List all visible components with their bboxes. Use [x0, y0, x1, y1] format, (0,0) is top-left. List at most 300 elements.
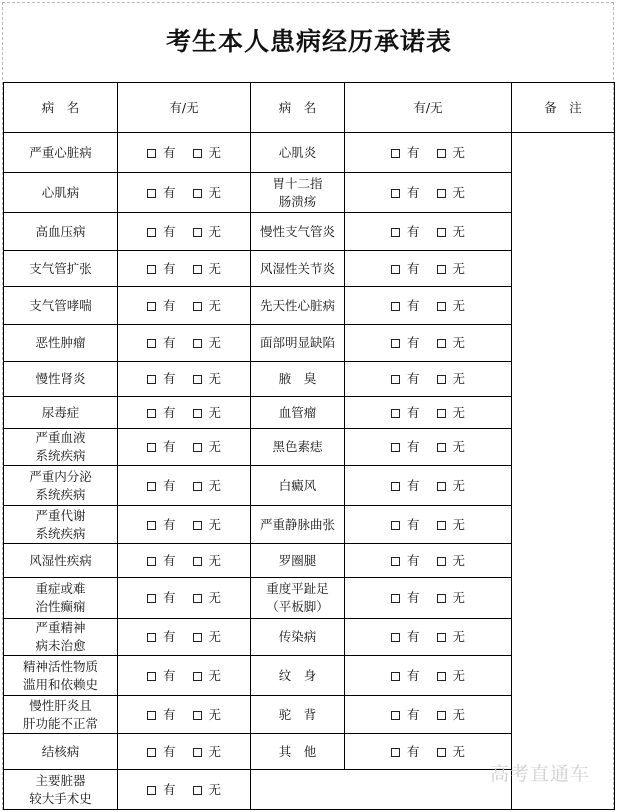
disease-name-line: 尿毒症	[41, 404, 80, 420]
yes-label: 有	[162, 477, 176, 493]
right-yes-no-cell	[345, 466, 512, 506]
no-checkbox[interactable]	[437, 265, 446, 274]
no-checkbox[interactable]	[437, 594, 446, 603]
disease-name-line: 纹 身	[278, 667, 317, 683]
yes-label: 有	[406, 477, 420, 493]
no-label: 无	[452, 371, 466, 386]
yes-label: 有	[162, 404, 176, 420]
empty-cell	[251, 770, 512, 810]
disease-name-line: 滥用和依赖史	[22, 676, 98, 692]
disease-name-line: 心肌炎	[278, 144, 317, 160]
left-yes-no-cell	[118, 362, 251, 397]
yes-checkbox[interactable]	[147, 786, 156, 795]
right-yes-no-cell	[345, 133, 512, 173]
no-label: 无	[452, 260, 466, 276]
no-checkbox[interactable]	[193, 149, 202, 158]
watermark: 高考直通车	[489, 763, 590, 785]
yes-no-options	[391, 371, 465, 386]
no-label: 无	[452, 144, 466, 160]
disease-name-line: 其 他	[278, 743, 317, 759]
yes-no-options	[147, 298, 221, 313]
left-disease-name	[4, 213, 118, 251]
no-checkbox[interactable]	[193, 594, 202, 603]
no-checkbox[interactable]	[193, 711, 202, 720]
yes-label: 有	[406, 297, 420, 313]
right-disease-name	[251, 133, 345, 173]
no-checkbox[interactable]	[437, 443, 446, 452]
yes-label: 有	[406, 404, 420, 420]
no-label: 无	[452, 439, 466, 454]
no-checkbox[interactable]	[437, 521, 446, 530]
right-yes-no-cell	[345, 734, 512, 770]
no-label: 无	[208, 297, 222, 313]
left-yes-no-cell	[118, 544, 251, 578]
yes-label: 有	[406, 706, 420, 722]
right-disease-name	[251, 287, 345, 325]
no-label: 无	[208, 335, 222, 350]
yes-label: 有	[406, 590, 420, 605]
yes-label: 有	[162, 629, 176, 644]
no-label: 无	[452, 335, 466, 350]
yes-checkbox[interactable]	[391, 711, 400, 720]
yes-no-options	[147, 371, 221, 386]
left-disease-name	[4, 251, 118, 287]
yes-no-options	[147, 517, 221, 532]
yes-no-options	[391, 335, 465, 350]
disease-name-line: 较大手术史	[29, 790, 92, 806]
yes-no-options	[147, 185, 221, 200]
no-label: 无	[208, 743, 222, 759]
left-yes-no-cell	[118, 578, 251, 619]
illness-commitment-table	[3, 82, 615, 810]
no-checkbox[interactable]	[437, 189, 446, 198]
yes-no-options	[147, 335, 221, 350]
right-disease-name	[251, 578, 345, 619]
disease-name-line: 主要脏器	[35, 772, 86, 788]
yes-checkbox[interactable]	[391, 302, 400, 311]
yes-checkbox[interactable]	[147, 443, 156, 452]
yes-checkbox[interactable]	[147, 339, 156, 348]
yes-label: 有	[406, 260, 420, 276]
yes-no-options	[147, 439, 221, 454]
yes-checkbox[interactable]	[147, 302, 156, 311]
yes-checkbox[interactable]	[391, 149, 400, 158]
yes-checkbox[interactable]	[391, 409, 400, 418]
no-label: 无	[452, 629, 466, 644]
left-disease-name	[4, 287, 118, 325]
no-label: 无	[452, 743, 466, 759]
no-checkbox[interactable]	[193, 302, 202, 311]
yes-label: 有	[406, 184, 420, 200]
disease-name-line: 重症或难	[35, 581, 86, 596]
left-disease-name	[4, 133, 118, 173]
disease-name-line: 胃十二指	[272, 175, 323, 191]
yes-checkbox[interactable]	[147, 228, 156, 237]
no-label: 无	[452, 477, 466, 493]
disease-name-line: 支气管扩张	[29, 260, 92, 276]
yes-label: 有	[162, 781, 176, 797]
yes-label: 有	[162, 590, 176, 605]
yes-checkbox[interactable]	[147, 149, 156, 158]
no-checkbox[interactable]	[193, 672, 202, 681]
left-yes-no-cell	[118, 133, 251, 173]
right-disease-name	[251, 544, 345, 578]
left-disease-name	[4, 397, 118, 429]
right-yes-no-cell	[345, 362, 512, 397]
yes-label: 有	[162, 743, 176, 759]
no-checkbox[interactable]	[193, 633, 202, 642]
left-yes-no-cell	[118, 506, 251, 544]
right-disease-name	[251, 325, 345, 362]
right-yes-no-cell	[345, 173, 512, 213]
no-checkbox[interactable]	[437, 633, 446, 642]
no-checkbox[interactable]	[437, 149, 446, 158]
yes-no-options	[391, 744, 465, 759]
no-checkbox[interactable]	[437, 711, 446, 720]
no-checkbox[interactable]	[437, 482, 446, 491]
yes-checkbox[interactable]	[391, 265, 400, 274]
yes-label: 有	[406, 439, 420, 454]
no-label: 无	[208, 590, 222, 605]
yes-no-options	[147, 629, 221, 644]
disease-name-line: 白癜风	[278, 477, 317, 493]
yes-label: 有	[406, 144, 420, 160]
left-disease-name	[4, 619, 118, 656]
yes-label: 有	[162, 439, 176, 454]
right-disease-name	[251, 734, 345, 770]
right-disease-name	[251, 506, 345, 544]
no-label: 无	[452, 184, 466, 200]
yes-checkbox[interactable]	[147, 375, 156, 384]
yes-no-options	[391, 145, 465, 160]
yes-no-options	[391, 478, 465, 493]
yes-checkbox[interactable]	[391, 672, 400, 681]
yes-checkbox[interactable]	[391, 443, 400, 452]
yes-no-options	[147, 782, 221, 797]
no-label: 无	[452, 516, 466, 532]
no-checkbox[interactable]	[193, 557, 202, 566]
disease-name-line: 治性癫痫	[35, 599, 86, 614]
yes-checkbox[interactable]	[391, 375, 400, 384]
disease-name-line: （平板脚）	[266, 599, 329, 614]
yes-no-options	[147, 405, 221, 420]
no-label: 无	[208, 629, 222, 644]
no-label: 无	[208, 439, 222, 454]
left-disease-name	[4, 696, 118, 734]
yes-no-options	[147, 261, 221, 276]
right-yes-no-cell	[345, 696, 512, 734]
yes-label: 有	[162, 297, 176, 313]
disease-name-line: 严重代谢	[35, 507, 86, 523]
yes-no-options	[391, 668, 465, 683]
left-disease-name	[4, 173, 118, 213]
yes-label: 有	[162, 335, 176, 350]
left-yes-no-cell	[118, 734, 251, 770]
disease-name-line: 传染病	[278, 629, 317, 644]
left-disease-name	[4, 734, 118, 770]
yes-checkbox[interactable]	[147, 711, 156, 720]
yes-no-options	[391, 224, 465, 239]
no-checkbox[interactable]	[193, 409, 202, 418]
no-label: 无	[208, 552, 222, 568]
left-disease-name	[4, 578, 118, 619]
no-label: 无	[208, 667, 222, 683]
remarks-cell[interactable]	[512, 133, 615, 810]
no-label: 无	[452, 667, 466, 683]
yes-label: 有	[406, 629, 420, 644]
right-yes-no-cell	[345, 213, 512, 251]
yes-checkbox[interactable]	[147, 557, 156, 566]
yes-checkbox[interactable]	[391, 482, 400, 491]
yes-label: 有	[406, 223, 420, 239]
yes-no-options	[147, 707, 221, 722]
no-checkbox[interactable]	[437, 672, 446, 681]
yes-label: 有	[162, 516, 176, 532]
left-yes-no-cell	[118, 696, 251, 734]
disease-name-line: 系统疾病	[35, 448, 86, 463]
yes-label: 有	[406, 552, 420, 568]
disease-name-line: 风湿性疾病	[29, 552, 92, 568]
left-yes-no-cell	[118, 397, 251, 429]
right-disease-name	[251, 696, 345, 734]
disease-name-line: 严重精神	[35, 620, 86, 635]
disease-name-line: 慢性肾炎	[35, 371, 86, 386]
yes-checkbox[interactable]	[147, 265, 156, 274]
yes-label: 有	[162, 144, 176, 160]
yes-no-options	[391, 707, 465, 722]
left-yes-no-cell	[118, 325, 251, 362]
yes-label: 有	[406, 667, 420, 683]
no-label: 无	[208, 706, 222, 722]
disease-name-line: 腋 臭	[278, 371, 317, 386]
header-remarks: 备 注	[512, 83, 615, 133]
left-yes-no-cell	[118, 466, 251, 506]
yes-no-options	[391, 590, 465, 605]
right-disease-name	[251, 251, 345, 287]
yes-no-options	[391, 629, 465, 644]
yes-label: 有	[162, 371, 176, 386]
yes-checkbox[interactable]	[391, 189, 400, 198]
right-disease-name	[251, 173, 345, 213]
left-yes-no-cell	[118, 173, 251, 213]
disease-name-line: 驼 背	[278, 706, 317, 722]
yes-checkbox[interactable]	[147, 748, 156, 757]
left-yes-no-cell	[118, 287, 251, 325]
right-disease-name	[251, 619, 345, 656]
no-label: 无	[208, 184, 222, 200]
right-yes-no-cell	[345, 251, 512, 287]
yes-label: 有	[406, 371, 420, 386]
right-yes-no-cell	[345, 287, 512, 325]
no-label: 无	[208, 371, 222, 386]
yes-checkbox[interactable]	[147, 482, 156, 491]
yes-checkbox[interactable]	[147, 594, 156, 603]
no-checkbox[interactable]	[193, 375, 202, 384]
disease-name-line: 重度平趾足	[266, 581, 329, 596]
left-disease-name	[4, 506, 118, 544]
disease-name-line: 恶性肿瘤	[35, 335, 86, 350]
left-yes-no-cell	[118, 770, 251, 810]
disease-name-line: 肠溃疡	[278, 193, 317, 209]
right-yes-no-cell	[345, 656, 512, 696]
no-label: 无	[208, 144, 222, 160]
yes-no-options	[391, 553, 465, 568]
no-checkbox[interactable]	[193, 482, 202, 491]
disease-name-line: 高血压病	[35, 223, 86, 239]
right-yes-no-cell	[345, 429, 512, 466]
right-yes-no-cell	[345, 619, 512, 656]
right-disease-name	[251, 213, 345, 251]
yes-no-options	[147, 145, 221, 160]
no-label: 无	[452, 297, 466, 313]
yes-no-options	[391, 298, 465, 313]
no-checkbox[interactable]	[193, 443, 202, 452]
no-checkbox[interactable]	[437, 302, 446, 311]
no-checkbox[interactable]	[437, 557, 446, 566]
table-row	[4, 133, 615, 173]
yes-label: 有	[162, 184, 176, 200]
disease-name-line: 慢性肝炎且	[29, 697, 92, 713]
disease-name-line: 面部明显缺陷	[259, 335, 335, 350]
yes-no-options	[147, 553, 221, 568]
yes-checkbox[interactable]	[391, 228, 400, 237]
disease-name-line: 心肌病	[41, 184, 80, 200]
no-checkbox[interactable]	[193, 748, 202, 757]
right-yes-no-cell	[345, 544, 512, 578]
right-disease-name	[251, 429, 345, 466]
no-checkbox[interactable]	[193, 265, 202, 274]
left-yes-no-cell	[118, 619, 251, 656]
no-checkbox[interactable]	[437, 228, 446, 237]
left-disease-name	[4, 429, 118, 466]
disease-name-line: 慢性支气管炎	[259, 223, 335, 239]
disease-name-line: 罗圈腿	[278, 552, 317, 568]
no-checkbox[interactable]	[437, 375, 446, 384]
no-label: 无	[452, 706, 466, 722]
left-disease-name	[4, 656, 118, 696]
yes-checkbox[interactable]	[147, 521, 156, 530]
yes-label: 有	[406, 335, 420, 350]
yes-checkbox[interactable]	[147, 189, 156, 198]
yes-no-options	[391, 405, 465, 420]
left-yes-no-cell	[118, 656, 251, 696]
yes-label: 有	[162, 260, 176, 276]
right-disease-name	[251, 656, 345, 696]
left-disease-name	[4, 770, 118, 810]
no-checkbox[interactable]	[193, 786, 202, 795]
no-label: 无	[208, 223, 222, 239]
no-checkbox[interactable]	[193, 228, 202, 237]
left-disease-name	[4, 544, 118, 578]
yes-label: 有	[406, 516, 420, 532]
disease-name-line: 风湿性关节炎	[259, 260, 335, 276]
no-checkbox[interactable]	[437, 748, 446, 757]
no-checkbox[interactable]	[193, 521, 202, 530]
left-yes-no-cell	[118, 429, 251, 466]
yes-checkbox[interactable]	[391, 339, 400, 348]
yes-label: 有	[162, 667, 176, 683]
disease-name-line: 先天性心脏病	[259, 297, 335, 313]
disease-name-line: 系统疾病	[35, 525, 86, 541]
no-checkbox[interactable]	[437, 409, 446, 418]
header-disease-name-2: 病 名	[251, 83, 345, 133]
no-label: 无	[452, 552, 466, 568]
no-label: 无	[208, 477, 222, 493]
no-label: 无	[452, 590, 466, 605]
yes-no-options	[147, 224, 221, 239]
right-disease-name	[251, 397, 345, 429]
yes-checkbox[interactable]	[391, 748, 400, 757]
disease-name-line: 肝功能不正常	[22, 715, 98, 731]
disease-name-line: 严重静脉曲张	[259, 516, 335, 532]
yes-no-options	[391, 185, 465, 200]
disease-name-line: 血管瘤	[278, 404, 317, 420]
disease-name-line: 结核病	[41, 743, 80, 759]
disease-name-line: 黑色素痣	[272, 439, 323, 454]
no-label: 无	[208, 516, 222, 532]
yes-no-options	[147, 744, 221, 759]
disease-name-line: 严重血液	[35, 430, 86, 445]
yes-checkbox[interactable]	[147, 633, 156, 642]
yes-checkbox[interactable]	[147, 409, 156, 418]
yes-checkbox[interactable]	[391, 557, 400, 566]
yes-label: 有	[162, 223, 176, 239]
yes-label: 有	[162, 706, 176, 722]
disease-name-line: 精神活性物质	[22, 658, 98, 674]
right-disease-name	[251, 466, 345, 506]
header-yes-no-2: 有/无	[345, 83, 512, 133]
no-checkbox[interactable]	[437, 339, 446, 348]
yes-checkbox[interactable]	[391, 633, 400, 642]
disease-name-line: 系统疾病	[35, 486, 86, 502]
no-label: 无	[452, 223, 466, 239]
yes-checkbox[interactable]	[391, 594, 400, 603]
yes-label: 有	[406, 743, 420, 759]
page-title: 考生本人患病经历承诺表	[165, 27, 452, 56]
right-yes-no-cell	[345, 578, 512, 619]
right-disease-name	[251, 362, 345, 397]
right-yes-no-cell	[345, 325, 512, 362]
right-yes-no-cell	[345, 397, 512, 429]
yes-no-options	[391, 517, 465, 532]
left-disease-name	[4, 325, 118, 362]
left-yes-no-cell	[118, 213, 251, 251]
disease-name-line: 支气管哮喘	[29, 297, 92, 313]
yes-no-options	[147, 478, 221, 493]
disease-name-line: 严重内分泌	[29, 468, 92, 484]
no-label: 无	[452, 404, 466, 420]
yes-no-options	[391, 439, 465, 454]
no-checkbox[interactable]	[193, 189, 202, 198]
no-label: 无	[208, 404, 222, 420]
yes-no-options	[147, 668, 221, 683]
disease-name-line: 病未治愈	[35, 638, 86, 653]
disease-name-line: 严重心脏病	[29, 144, 92, 160]
no-checkbox[interactable]	[193, 339, 202, 348]
yes-checkbox[interactable]	[147, 672, 156, 681]
yes-label: 有	[162, 552, 176, 568]
header-yes-no-1: 有/无	[118, 83, 251, 133]
left-yes-no-cell	[118, 251, 251, 287]
no-label: 无	[208, 260, 222, 276]
header-disease-name-1: 病 名	[4, 83, 118, 133]
yes-no-options	[391, 261, 465, 276]
yes-checkbox[interactable]	[391, 521, 400, 530]
left-disease-name	[4, 466, 118, 506]
yes-no-options	[147, 590, 221, 605]
no-label: 无	[208, 781, 222, 797]
left-disease-name	[4, 362, 118, 397]
